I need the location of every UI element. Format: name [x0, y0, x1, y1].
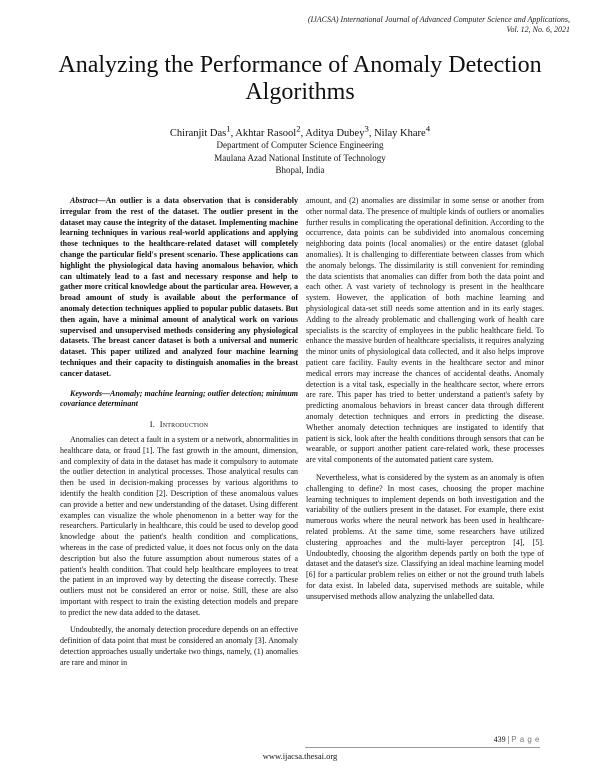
author-list [40, 122, 560, 140]
journal-header [230, 15, 570, 35]
abstract [60, 196, 298, 380]
paragraph: Nevertheless, what is considered by the system as an anomaly is often challenging to define? In most cases, choosing the proper machine learning techniques to implement depends on both investigation and the variability of the outliers present in the dataset. For example, there exist numerous works where the neural network has been used in healthcare-related problems. At the same time, some researchers have utilized clustering approaches and the multi-layer perceptron [4], [5]. Undoubtedly, choosing the algorithm depends partly on both the type of dataset and the dataset's size. Classifying an ideal machine learning model [6] for a particular problem relies on either or not the ground truth labels for data exist. In labeled data, supervised methods are suitable, while unsupervised methods allow analyzing the unlabelled data. [306, 472, 544, 601]
paragraph: Anomalies can detect a fault in a system or a network, abnormalities in healthcare data, or fraud [1]. The fast growth in the amount, dimension, and complexity of data in the dataset has made it compulsory to automate the outlier detection in analytical processes. Those analytical results can then be used in decision-making processes by various algorithms to identify the health condition [2]. Description of these anomalous values can provide a better and new understanding of the dataset. Using different examples can visualize the whole phenomenon in a better way for the researchers. Particularly in healthcare, this could be used to develop good knowledge about the patient's health condition and complications, whereas in the case of predicted value, it does not focus only on the data description but also the future assumption about numerous states of a patient's health condition. That could help healthcare employees to treat the patient in an improved way by detecting the disease correctly. These outliers must not be considered an error or noise. Still, these are also important with respect to train the existing detection models and prepare to predict the new data added to the dataset. [60, 434, 298, 617]
section-heading: I. Introduction [149, 419, 209, 430]
author: Akhtar Rasool$^2$, [235, 123, 306, 139]
right-column [306, 196, 544, 602]
journal-website: www.ijacsa.thesai.org [262, 751, 338, 761]
affiliation [40, 139, 560, 177]
author: Aditya Dubey$^3$, [305, 123, 375, 139]
department: Department of Computer Science Engineering [216, 140, 384, 150]
footer-divider [305, 747, 540, 748]
keywords: Keywords—Anomaly; machine learning; outlier detection; minimum covariance determinant [60, 388, 298, 409]
institute: Maulana Azad National Institute of Technology [214, 152, 386, 163]
author: Chiranjit Das$^1$, [169, 123, 236, 139]
abstract-text: An outlier is a data observation that is considerably irregular from the rest of the dataset. The outlier present in the dataset may cause the integrity of the dataset. Implementing machine learning techniques in various real-world applications and applying those techniques to the healthcare-related dataset will completely change the particular field's present scenario. These applications can highlight the physiological data having anomalous behavior, which can ultimately lead to a fast and necessary response and help to gather more critical knowledge about the particular area. However, a broad amount of study is available about the performance of anomaly detection techniques applied to popular public datasets. But then again, have a minimal amount of analytical work on various supervised and unsupervised methods considering any physiological datasets. The breast cancer dataset is both a universal and numeric dataset. This paper utilized and analyzed four machine learning techniques and their capacity to distinguish anomalies in the breast cancer dataset. [60, 196, 298, 378]
paper-title: Analyzing the Performance of Anomaly Detection Algorithms [58, 52, 542, 105]
paragraph: Undoubtedly, the anomaly detection procedure depends on an effective definition of data point that must be considered an anomaly [3]. Anomaly detection approaches usually undertake two things, namely, (1) anomalies are rare and minor in [60, 625, 298, 667]
paragraph: amount, and (2) anomalies are dissimilar in some sense or another from other normal data. The presence of multiple kinds of outliers or anomalies further results in complicating the operational definition. According to the occurrence, data points can be subdivided into anomalous concerning neighboring data points (local anomalies) or the entire dataset (global anomalies). It is challenging to differentiate between classes from which the anomaly belongs. The dissimilarity is still convenient for reminding the data scientists that anomalies can differ from both the data point and each other. A vast variety of technology is present in the healthcare system. However, the application of both machine learning and physiological data-set still needs some attention and in its early stages. Adding to the already problematic and challenging work of health care specialists is the scarcity of employees in the public healthcare field. To enhance the massive burden of healthcare specialists, it requires analyzing the minor units of physiological data collected, and it also helps improve patient care facility. Faulty events in the healthcare sector and minor medical errors may increase the chances of accidental deaths. Anomaly detection is a vital task, especially in the healthcare sector, where errors are rare. This paper has tried to better understand a patient's safety by predicting anomalous behaviors in breast cancer data through different anomaly detection techniques and errors in predicting the disease. Whether anomaly detection techniques are instigated to identify that patient is sick, look after the health conditions through sensors that can be wearable, or support another patient care-related work, these processes are vital components of the automated patient care system. [306, 196, 544, 465]
journal-volume: Vol. 12, No. 6, 2021 [506, 25, 570, 34]
abstract-label: Abstract— [70, 196, 106, 205]
page-number: 439 | P a g e [493, 735, 540, 744]
left-column [60, 196, 298, 669]
journal-name: (IJACSA) International Journal of Advanced Computer Science and Applications, [307, 15, 570, 24]
author: Nilay Khare$^4$ [374, 123, 431, 139]
city: Bhopal, India [275, 165, 325, 175]
